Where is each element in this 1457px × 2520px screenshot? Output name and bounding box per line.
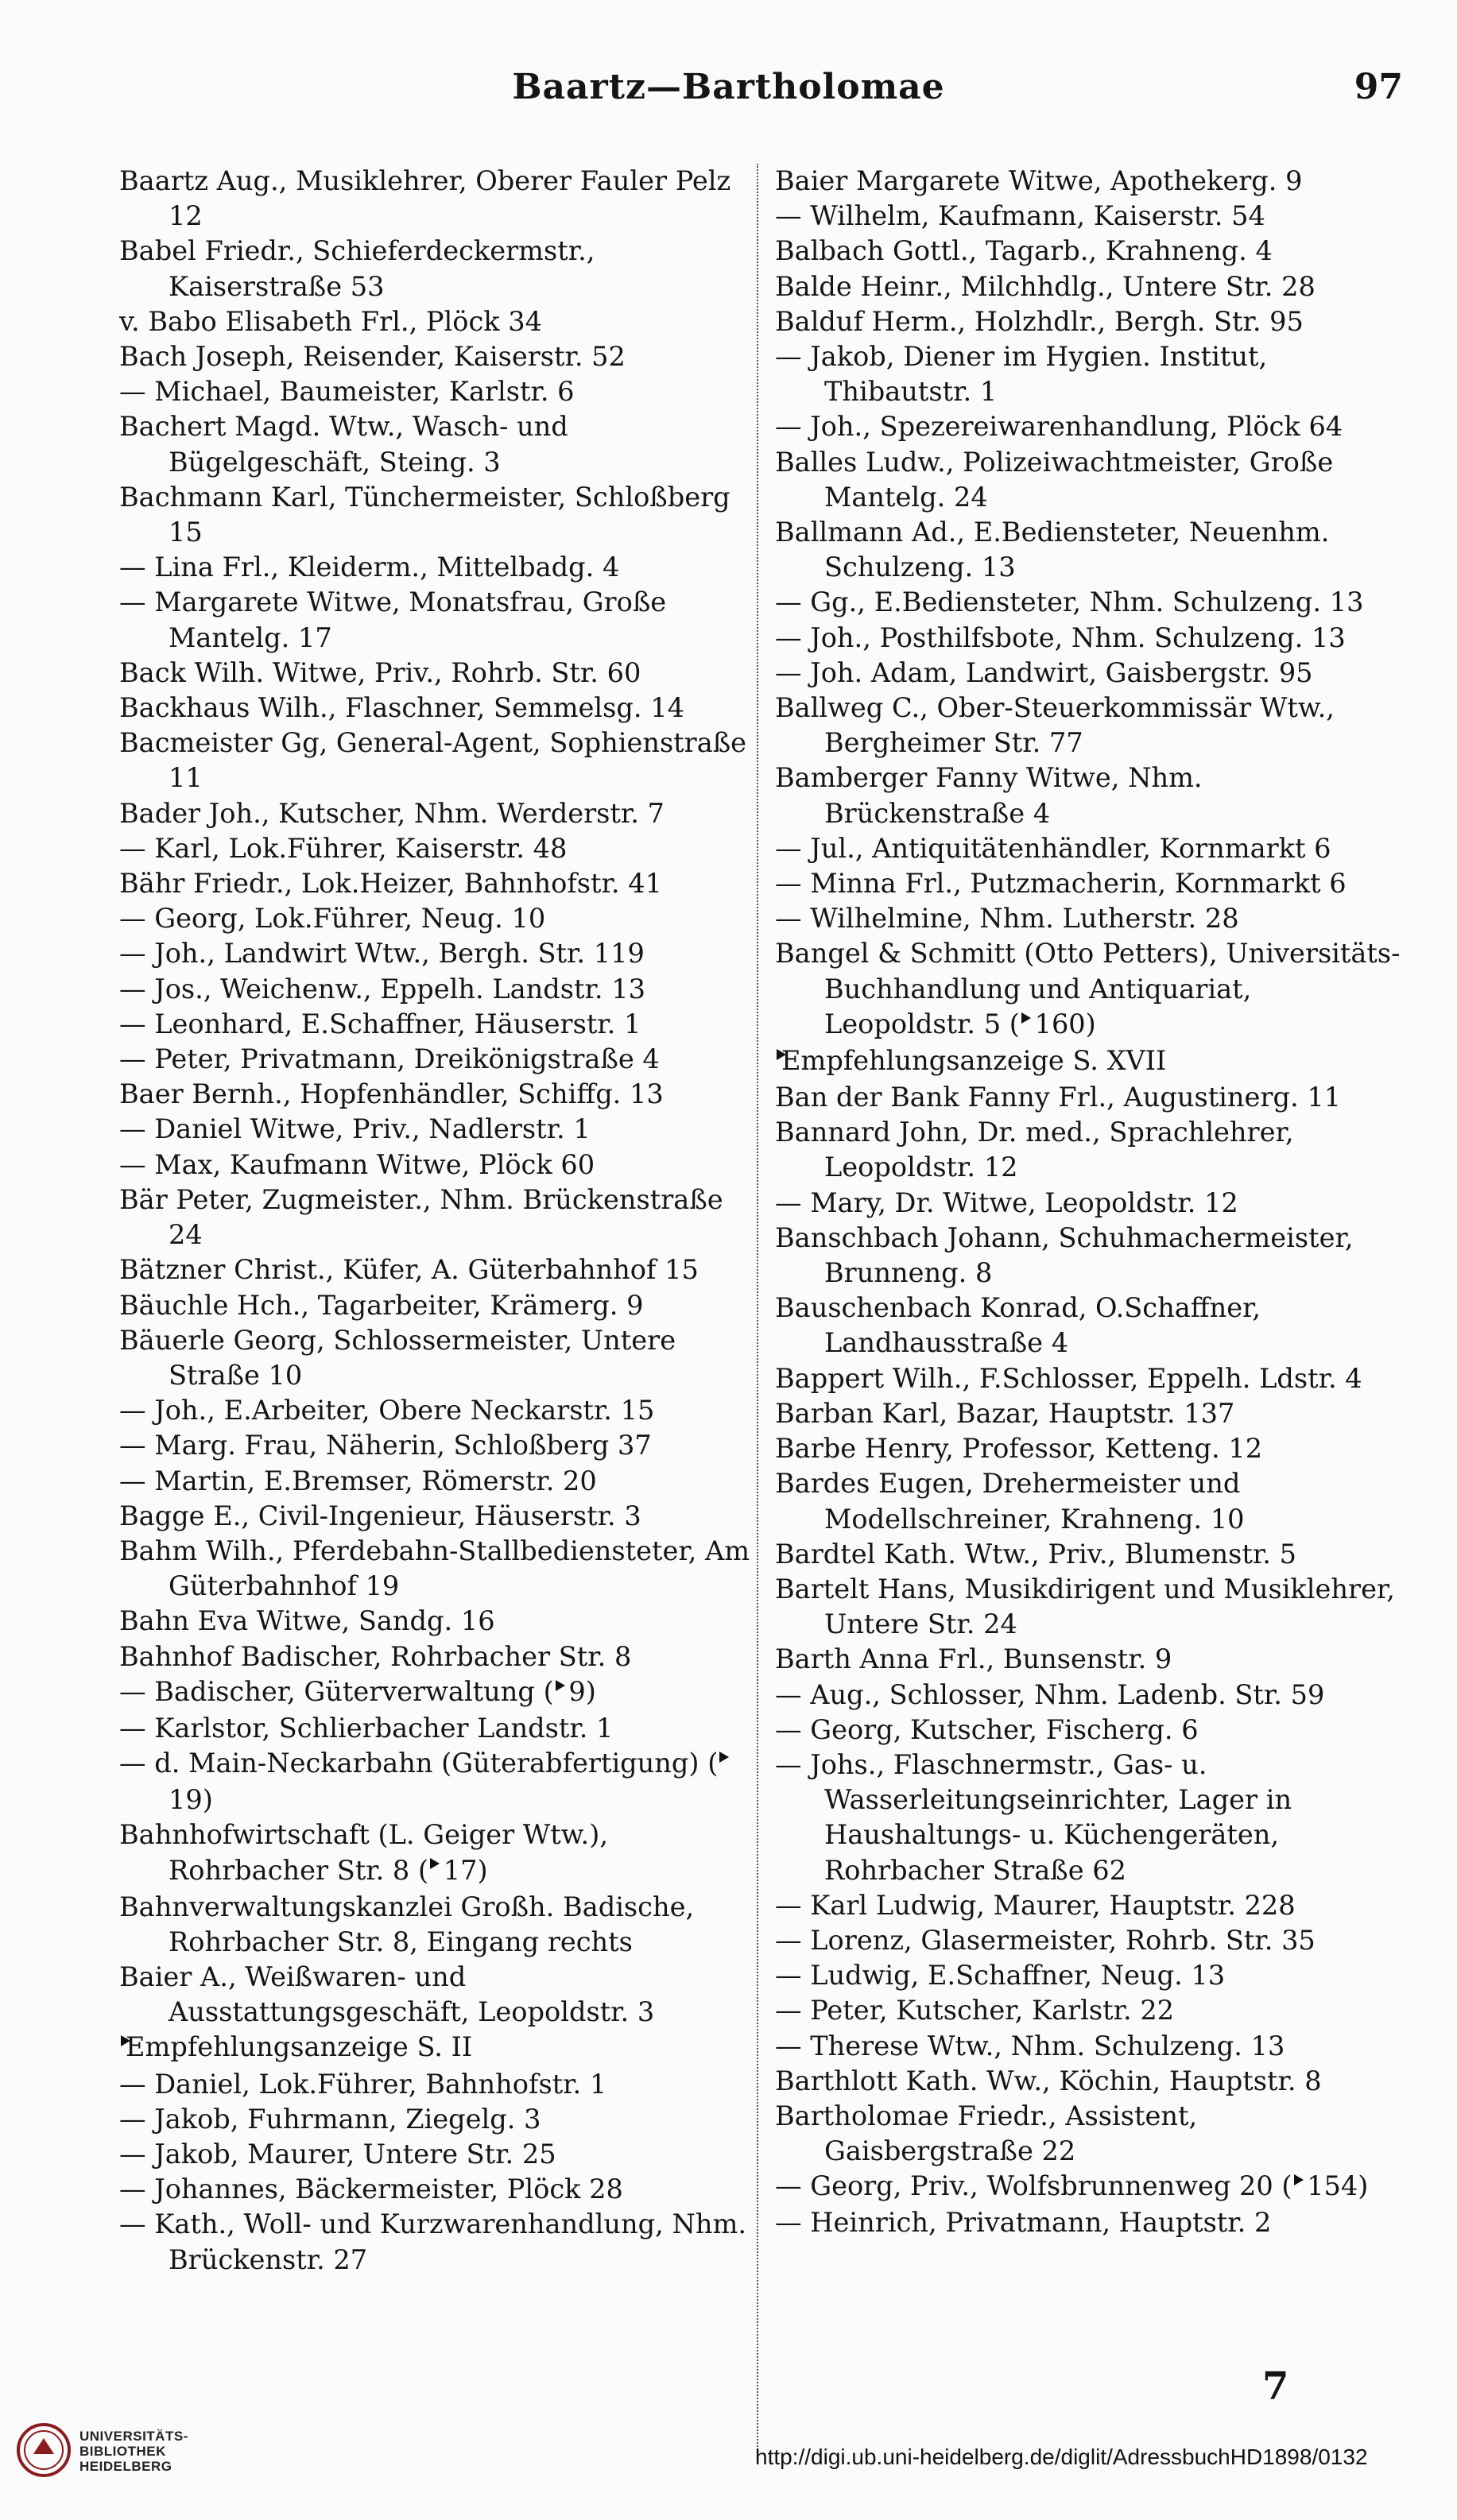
entry-text: Empfehlungsanzeige S. XVII xyxy=(781,1044,1167,1076)
directory-entry: — Wilhelm, Kaufmann, Kaiserstr. 54 xyxy=(775,200,1265,232)
directory-entry: — Karl, Lok.Führer, Kaiserstr. 48 xyxy=(119,832,568,864)
directory-entry: Bamberger Fanny Witwe, Nhm. Brückenstraße 4 xyxy=(775,762,1203,829)
directory-entry: — Jul., Antiquitätenhändler, Kornmarkt 6 xyxy=(775,832,1331,864)
directory-entry: — Joh., Posthilfsbote, Nhm. Schulzeng. 13 xyxy=(775,621,1346,653)
directory-entry: Ballweg C., Ober-Steuerkommissär Wtw., Bergheimer Str. 77 xyxy=(775,692,1335,759)
directory-entry: Back Wilh. Witwe, Priv., Rohrb. Str. 60 xyxy=(119,656,641,688)
entry-text: — Badischer, Güterverwaltung ( xyxy=(119,1675,554,1707)
right-column xyxy=(775,164,1407,2241)
directory-entry: — Michael, Baumeister, Karlstr. 6 xyxy=(119,376,575,408)
directory-entry: v. Babo Elisabeth Frl., Plöck 34 xyxy=(119,305,543,337)
directory-entry: Barthlott Kath. Ww., Köchin, Hauptstr. 8 xyxy=(775,2065,1322,2096)
directory-entry: — Therese Wtw., Nhm. Schulzeng. 13 xyxy=(775,2030,1285,2061)
column-divider xyxy=(757,164,758,2452)
footer xyxy=(0,2422,1457,2520)
directory-entry xyxy=(775,2169,1407,2205)
source-url[interactable]: http://digi.ub.uni-heidelberg.de/diglit/AdressbuchHD1898/0132 xyxy=(755,2445,1368,2469)
directory-entry: — Heinrich, Privatmann, Hauptstr. 2 xyxy=(775,2207,1272,2239)
directory-entry: — Jakob, Fuhrmann, Ziegelg. 3 xyxy=(119,2103,541,2135)
page-header xyxy=(0,67,1457,114)
directory-entry: Bachmann Karl, Tünchermeister, Schloßberg 15 xyxy=(119,481,730,548)
directory-entry xyxy=(775,1043,1407,1080)
directory-entry: — Mary, Dr. Witwe, Leopoldstr. 12 xyxy=(775,1186,1238,1218)
left-column xyxy=(119,164,755,2278)
directory-entry: Balbach Gottl., Tagarb., Krahneng. 4 xyxy=(775,235,1273,267)
entry-text: Bahnhofwirtschaft (L. Geiger Wtw.), Rohrbacher Str. 8 ( xyxy=(119,1819,608,1886)
directory-entry: Bardes Eugen, Drehermeister und Modellschreiner, Krahneng. 10 xyxy=(775,1468,1245,1535)
directory-entry: Bannard John, Dr. med., Sprachlehrer, Leopoldstr. 12 xyxy=(775,1117,1294,1183)
directory-entry: Barbe Henry, Professor, Ketteng. 12 xyxy=(775,1433,1263,1465)
directory-entry: Bahm Wilh., Pferdebahn-Stallbediensteter, Am Güterbahnhof 19 xyxy=(119,1535,750,1602)
entry-text: 9) xyxy=(560,1675,596,1707)
library-seal-icon xyxy=(16,2422,72,2478)
directory-entry: — Lina Frl., Kleiderm., Mittelbadg. 4 xyxy=(119,552,620,583)
directory-entry: Bardtel Kath. Wtw., Priv., Blumenstr. 5 xyxy=(775,1538,1296,1570)
directory-entry: — Joh., Landwirt Wtw., Bergh. Str. 119 xyxy=(119,938,645,970)
directory-entry: Bär Peter, Zugmeister., Nhm. Brückenstraße 24 xyxy=(119,1183,723,1251)
directory-entry: Ballmann Ad., E.Bediensteter, Neuenhm. Schulzeng. 13 xyxy=(775,517,1330,583)
directory-entry: Bartelt Hans, Musikdirigent und Musiklehrer, Untere Str. 24 xyxy=(775,1573,1395,1640)
directory-entry: Ban der Bank Fanny Frl., Augustinerg. 11 xyxy=(775,1082,1342,1113)
directory-entry: Balde Heinr., Milchhdlg., Untere Str. 28 xyxy=(775,270,1316,302)
directory-entry: — Aug., Schlosser, Nhm. Ladenb. Str. 59 xyxy=(775,1678,1325,1710)
directory-entry: — Leonhard, E.Schaffner, Häuserstr. 1 xyxy=(119,1008,641,1039)
directory-entry: Bach Joseph, Reisender, Kaiserstr. 52 xyxy=(119,341,626,373)
directory-entry: — Daniel, Lok.Führer, Bahnhofstr. 1 xyxy=(119,2068,607,2100)
directory-entry: Bätzner Christ., Küfer, A. Güterbahnhof 15 xyxy=(119,1254,699,1286)
directory-entry: Balles Ludw., Polizeiwachtmeister, Große Mantelg. 24 xyxy=(775,446,1334,513)
directory-entry: Baartz Aug., Musiklehrer, Oberer Fauler Pelz 12 xyxy=(119,165,731,232)
directory-entry: Bähr Friedr., Lok.Heizer, Bahnhofstr. 41 xyxy=(119,868,662,900)
directory-entry: — Joh. Adam, Landwirt, Gaisbergstr. 95 xyxy=(775,656,1313,688)
directory-entry: — Peter, Privatmann, Dreikönigstraße 4 xyxy=(119,1043,660,1075)
directory-entry: Bäuchle Hch., Tagarbeiter, Krämerg. 9 xyxy=(119,1289,644,1321)
directory-entry: — Jos., Weichenw., Eppelh. Landstr. 13 xyxy=(119,973,645,1005)
directory-entry: — Peter, Kutscher, Karlstr. 22 xyxy=(775,1995,1175,2026)
directory-entry: — Karl Ludwig, Maurer, Hauptstr. 228 xyxy=(775,1889,1296,1921)
directory-entry: Bartholomae Friedr., Assistent, Gaisbergstraße 22 xyxy=(775,2100,1198,2167)
directory-entry: — Georg, Lok.Führer, Neug. 10 xyxy=(119,903,546,935)
directory-entry: Bauschenbach Konrad, O.Schaffner, Landhausstraße 4 xyxy=(775,1292,1261,1359)
directory-entry: Bäuerle Georg, Schlossermeister, Untere Straße 10 xyxy=(119,1324,676,1391)
library-name xyxy=(79,2429,188,2474)
directory-entry: — Karlstor, Schlierbacher Landstr. 1 xyxy=(119,1712,614,1744)
directory-entry: Baer Bernh., Hopfenhändler, Schiffg. 13 xyxy=(119,1078,664,1110)
directory-entry xyxy=(775,936,1407,1043)
entry-text: 19) xyxy=(169,1784,213,1816)
page-title: Baartz—Bartholomae xyxy=(512,67,945,107)
directory-entry: Bagge E., Civil-Ingenieur, Häuserstr. 3 xyxy=(119,1500,641,1531)
directory-entry: Balduf Herm., Holzhdlr., Bergh. Str. 95 xyxy=(775,305,1304,337)
directory-entry: — Margarete Witwe, Monatsfrau, Große Mantelg. 17 xyxy=(119,586,667,653)
directory-entry xyxy=(119,1674,755,1711)
directory-entry: — Kath., Woll- und Kurzwarenhandlung, Nhm. Brückenstr. 27 xyxy=(119,2208,747,2275)
entry-text: — d. Main-Neckarbahn (Güterabfertigung) ( xyxy=(119,1748,719,1779)
library-line: HEIDELBERG xyxy=(79,2459,172,2474)
directory-entry: Bader Joh., Kutscher, Nhm. Werderstr. 7 xyxy=(119,797,665,829)
entry-text: — Georg, Priv., Wolfsbrunnenweg 20 ( xyxy=(775,2170,1292,2202)
page-number: 97 xyxy=(1354,67,1403,107)
directory-entry: — Gg., E.Bediensteter, Nhm. Schulzeng. 13 xyxy=(775,586,1364,618)
directory-entry: Baier A., Weißwaren- und Ausstattungsgeschäft, Leopoldstr. 3 xyxy=(119,1961,655,2028)
directory-entry: — Johs., Flaschnermstr., Gas- u. Wasserleitungseinrichter, Lager in Haushaltungs- u. Küchengeräten, Rohrbacher Straße 62 xyxy=(775,1748,1292,1886)
directory-entry: Barban Karl, Bazar, Hauptstr. 137 xyxy=(775,1397,1235,1429)
directory-entry: — Minna Frl., Putzmacherin, Kornmarkt 6 xyxy=(775,868,1347,900)
directory-entry: Baier Margarete Witwe, Apothekerg. 9 xyxy=(775,165,1303,196)
directory-entry: — Daniel Witwe, Priv., Nadlerstr. 1 xyxy=(119,1113,591,1145)
directory-entry: — Max, Kaufmann Witwe, Plöck 60 xyxy=(119,1148,595,1180)
directory-entry: Backhaus Wilh., Flaschner, Semmelsg. 14 xyxy=(119,692,684,724)
signature-mark: 7 xyxy=(1262,2364,1289,2409)
entry-text: 17) xyxy=(435,1854,488,1886)
directory-entry: Bahnverwaltungskanzlei Großh. Badische, Rohrbacher Str. 8, Eingang rechts xyxy=(119,1891,695,1957)
directory-entry: Bacmeister Gg, General-Agent, Sophienstraße 11 xyxy=(119,727,747,794)
directory-entry: — Johannes, Bäckermeister, Plöck 28 xyxy=(119,2174,623,2205)
directory-entry: Bahn Eva Witwe, Sandg. 16 xyxy=(119,1605,495,1637)
directory-entry: Barth Anna Frl., Bunsenstr. 9 xyxy=(775,1643,1172,1675)
directory-entry: — Marg. Frau, Näherin, Schloßberg 37 xyxy=(119,1430,652,1461)
directory-entry xyxy=(119,1817,755,1889)
directory-entry: Babel Friedr., Schieferdeckermstr., Kaiserstraße 53 xyxy=(119,235,595,302)
directory-entry: Bappert Wilh., F.Schlosser, Eppelh. Ldstr. 4 xyxy=(775,1362,1362,1394)
entry-text: Bangel & Schmitt (Otto Petters), Universitäts-Buchhandlung und Antiquariat, Leopoldstr. 5 ( xyxy=(775,938,1401,1039)
entry-text: 154) xyxy=(1298,2170,1369,2202)
entry-text: Empfehlungsanzeige S. II xyxy=(126,2031,473,2063)
library-line: UNIVERSITÄTS- xyxy=(79,2429,188,2444)
directory-entry: — Ludwig, E.Schaffner, Neug. 13 xyxy=(775,1960,1226,1992)
directory-entry: — Georg, Kutscher, Fischerg. 6 xyxy=(775,1713,1199,1745)
directory-entry: — Wilhelmine, Nhm. Lutherstr. 28 xyxy=(775,903,1239,935)
directory-entry: — Joh., E.Arbeiter, Obere Neckarstr. 15 xyxy=(119,1395,655,1426)
directory-entry: Bahnhof Badischer, Rohrbacher Str. 8 xyxy=(119,1640,632,1672)
entry-text: 160) xyxy=(1025,1008,1096,1039)
library-line: BIBLIOTHEK xyxy=(79,2444,166,2459)
directory-entry: — Martin, E.Bremser, Römerstr. 20 xyxy=(119,1465,597,1496)
directory-entry xyxy=(119,1746,755,1817)
directory-entry: — Joh., Spezereiwarenhandlung, Plöck 64 xyxy=(775,411,1343,443)
directory-entry: Bachert Magd. Wtw., Wasch- und Bügelgeschäft, Steing. 3 xyxy=(119,411,568,478)
directory-entry: Banschbach Johann, Schuhmachermeister, Brunneng. 8 xyxy=(775,1221,1354,1289)
directory-entry xyxy=(119,2030,755,2066)
directory-entry: — Lorenz, Glasermeister, Rohrb. Str. 35 xyxy=(775,1924,1316,1956)
directory-entry: — Jakob, Maurer, Untere Str. 25 xyxy=(119,2138,556,2170)
directory-entry: — Jakob, Diener im Hygien. Institut, Thibautstr. 1 xyxy=(775,341,1268,408)
